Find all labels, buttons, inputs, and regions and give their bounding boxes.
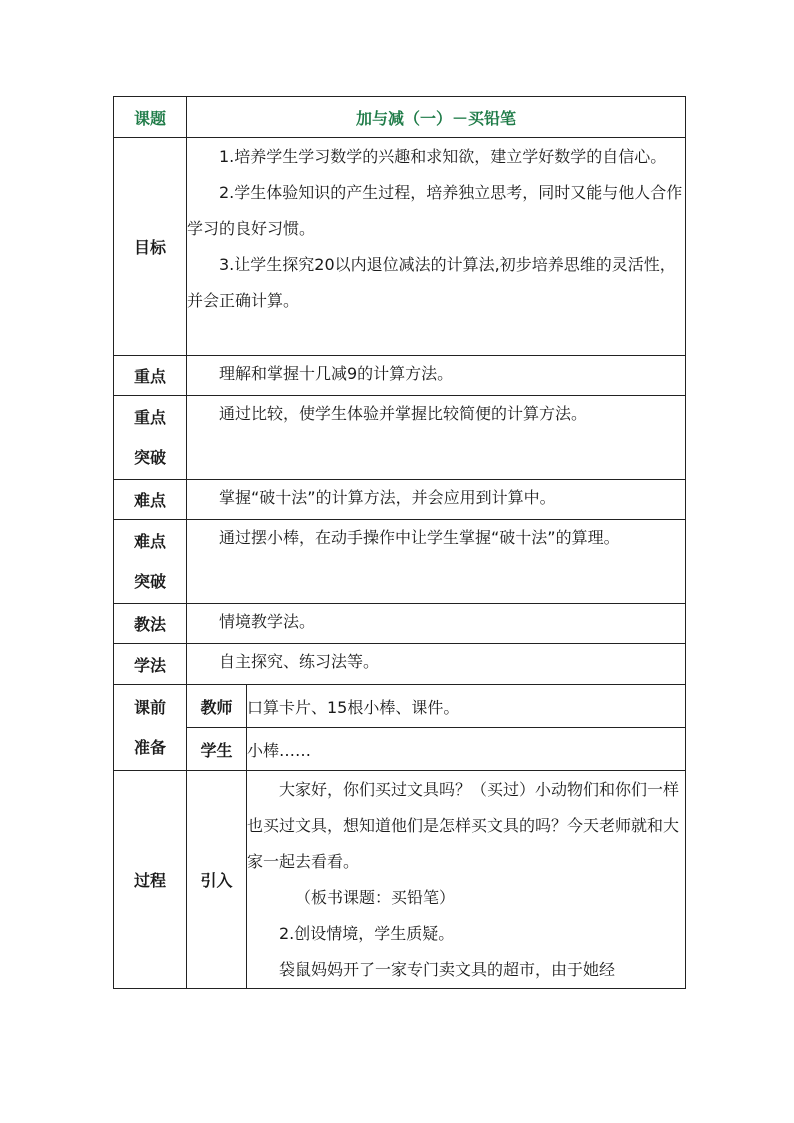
key-break-label-2: 突破 [133,447,166,467]
process-paragraph-2: （板书课题：买铅笔） [295,888,456,907]
prep-label [114,685,187,771]
difficult-label: 难点 [114,480,187,520]
process-paragraph-4: 袋鼠妈妈开了一家专门卖文具的超市，由于她经 [279,960,616,979]
goal-label: 目标 [114,138,187,356]
prep-teacher-label: 教师 [187,685,247,728]
difficult-break-label [114,520,187,604]
prep-teacher-text: 口算卡片、15根小棒、课件。 [247,685,686,728]
teach-method-text: 情境教学法。 [219,612,316,631]
row-title [114,97,686,138]
key-text: 理解和掌握十几减9的计算方法。 [219,364,454,383]
goal-item-3: 3.让学生探究20以内退位减法的计算法,初步培养思维的灵活性，并会正确计算。 [187,255,676,310]
teach-method-text-cell [187,604,686,644]
row-key-break [114,396,686,480]
goal-item-2: 2.学生体验知识的产生过程，培养独立思考，同时又能与他人合作学习的良好习惯。 [187,183,683,238]
key-break-text-cell [187,396,686,480]
key-text-cell [187,356,686,396]
goal-content [187,138,686,356]
difficult-break-text-cell [187,520,686,604]
row-prep-student [114,728,686,771]
learn-method-text: 自主探究、练习法等。 [219,652,380,671]
process-stage: 引入 [187,771,247,989]
lesson-plan-table [113,96,686,989]
key-label: 重点 [114,356,187,396]
title-label: 课题 [114,97,187,138]
row-teach-method [114,604,686,644]
learn-method-text-cell [187,644,686,685]
teach-method-label: 教法 [114,604,187,644]
row-process [114,771,686,989]
process-paragraph-1: 大家好，你们买过文具吗？（买过）小动物们和你们一样也买过文具，想知道他们是怎样买文具的吗？今天老师就和大家一起去看看。 [247,780,680,871]
prep-student-label: 学生 [187,728,247,771]
prep-label-1: 课前 [133,697,166,717]
key-break-text: 通过比较，使学生体验并掌握比较简便的计算方法。 [219,404,588,423]
prep-label-2: 准备 [133,737,166,757]
difficult-break-label-1: 难点 [133,531,166,551]
learn-method-label: 学法 [114,644,187,685]
difficult-text-cell [187,480,686,520]
key-break-label [114,396,187,480]
process-label: 过程 [114,771,187,989]
row-goal [114,138,686,356]
difficult-text: 掌握“破十法”的计算方法，并会应用到计算中。 [219,488,556,507]
prep-student-text: 小棒…… [247,728,686,771]
difficult-break-label-2: 突破 [133,571,166,591]
row-learn-method [114,644,686,685]
row-difficult-break [114,520,686,604]
row-key [114,356,686,396]
process-paragraph-3: 2.创设情境，学生质疑。 [279,924,455,943]
process-content [247,771,686,989]
row-difficult [114,480,686,520]
difficult-break-text: 通过摆小棒，在动手操作中让学生掌握“破十法”的算理。 [219,528,620,547]
key-break-label-1: 重点 [133,407,166,427]
row-prep-teacher [114,685,686,728]
lesson-title: 加与减（一）－买铅笔 [187,97,686,138]
goal-item-1: 1.培养学生学习数学的兴趣和求知欲，建立学好数学的自信心。 [219,147,667,166]
